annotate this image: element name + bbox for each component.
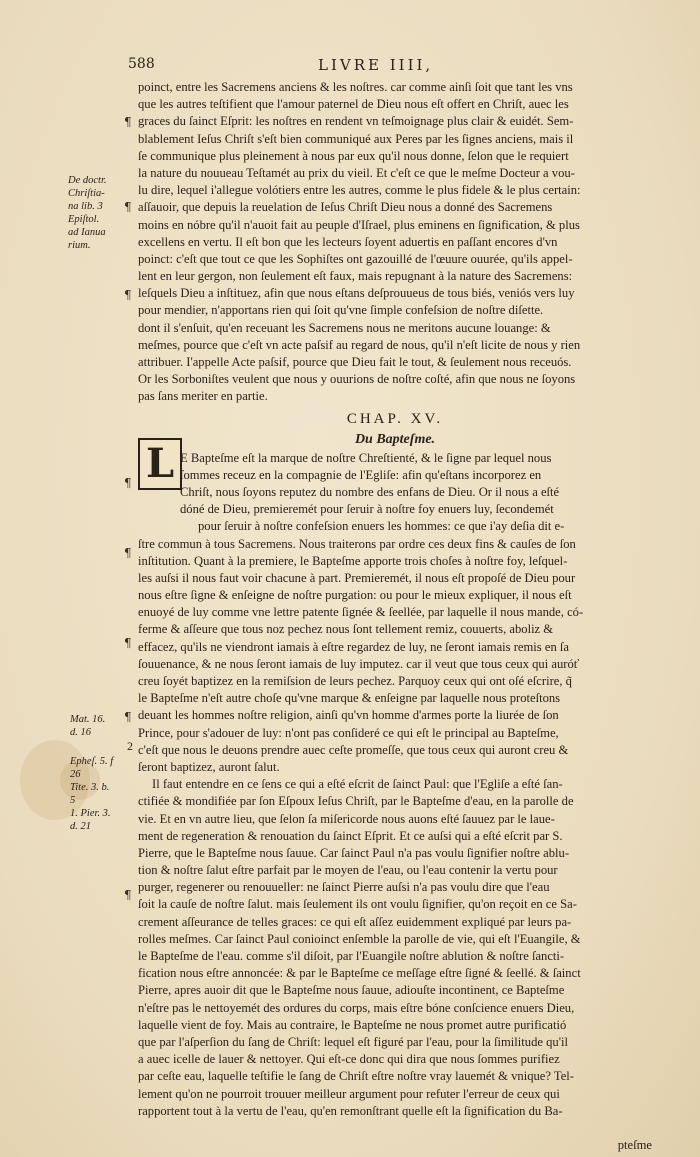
chapter-title: CHAP. XV. (346, 410, 444, 427)
text-line: effacez, qu'ils ne viendront iamais à eſtre regardez de luy, ne ſeront iamais remis en ſa (138, 639, 569, 654)
text-line: graces du ſainct Eſprit: les noſtres en rendent vn teſmoignage plus clair & euidét. Sem- (138, 114, 574, 129)
paragraph-mark-icon: ¶ (124, 200, 132, 214)
text-line: n'eſtre pas le nettoyemét des ordures du corps, mais eſtre bóne conſcience enuers Dieu, (138, 1000, 575, 1015)
text-line: poinct: c'eſt que tout ce que les Sophiſtes ont gazouillé de l'œuure ouurée, qu'ils appel- (138, 251, 573, 266)
text-line: aſſauoir, que depuis la reuelation de Ieſus Chriſt Dieu nous a donné des Sacremens (138, 200, 553, 215)
text-line: la nature du nouueau Teſtamét au prix du vieil. Et c'eſt ce que le meſme Docteur a vou- (138, 165, 575, 180)
running-title: LIVRE IIII, (318, 56, 434, 74)
page-header (128, 56, 628, 78)
text-line: ſommes receuz en la compagnie de l'Egliſe: afin qu'eſtans incorporez en (180, 467, 542, 482)
text-line: le Bapteſme de l'eau. comme s'il diſoit, par l'Euangile noſtre ablution & noſtre ſancti- (138, 949, 565, 963)
text-line: rolles meſmes. Car ſainct Paul conioinct enſemble la parolle de vie, qui eſt l'Euangile, & (138, 931, 581, 946)
main-text (138, 79, 652, 1154)
text-line: crement aſſeurance de telles graces: ce qui eſt aſſez euidemment expliqué par leurs pa- (138, 914, 572, 929)
text-line: ment de regeneration & renouation du ſainct Eſprit. Et ce auſsi qui a eſté eſcrit par S. (138, 828, 563, 843)
text-line: vie. Et en vn autre lieu, que ſelon ſa miſericorde nous auons eſté ſauuez par le laue- (138, 811, 555, 826)
text-line: ſtre commun à tous Sacremens. Nous traiterons par ordre ces deux fins & cauſes de ſon (138, 536, 576, 551)
text-line: deuant les hommes noſtre religion, ainſi qu'vn homme d'armes porte la liurée de ſon (138, 708, 559, 723)
text-line: dóné de Dieu, premieremét pour ſeruir à noſtre foy enuers luy, ſecondemét (180, 502, 554, 517)
paragraph-mark-icon: ¶ (124, 115, 132, 129)
margin-note-ephesians: Epheſ. 5. f 26 Tite. 3. b. 5 1. Pier. 3. d. 21 (70, 756, 114, 832)
drop-cap-letter: L (145, 440, 175, 487)
text-line: dont il s'enſuit, qu'en receuant les Sacremens nous ne meritons aucune louange: & (138, 320, 551, 335)
text-line: nous eſtre ſigne & enſeigne de noſtre purgation: ou pour le mieux expliquer, il nous eſt (138, 588, 572, 603)
text-line: ſoit la cauſe de noſtre ſalut. mais ſeulement ils ont voulu ſignifier, qu'on reçoit en ce Sa- (138, 897, 577, 912)
text-line: lent en leur gergon, non ſeulement eſt faux, mais repugnant à la nature des Sacremens: (138, 269, 573, 284)
text-line: lu dire, lequel i'allegue volótiers entre les autres, comme le plus fidele & le plus certain: (138, 183, 581, 198)
paragraph-mark-icon: ¶ (124, 888, 132, 902)
text-line: que par l'aſperſion du ſang de Chriſt: lequel eſt figuré par l'eau, pour la ſimilitude qu'il (138, 1034, 568, 1049)
text-before-chapter (138, 79, 652, 406)
text-line: c'eſt que nous le deuons prendre auec ceſte promeſſe, que tous ceux qui auront creu & (138, 742, 569, 757)
margin-note-de-doctrina: De doctr. Chriſtia- na lib. 3 Epiſtol. ad Ianua rium. (68, 175, 107, 251)
text-line: rapportent tout à la vertu de l'eau, qu'en remonſtrant quelle eſt la ſignification du Ba- (138, 1103, 563, 1118)
text-line: pour mendier, n'apportans rien qui ſoit qu'vne ſimple confeſsion de noſtre diſette. (138, 303, 544, 318)
chapter-subtitle: Du Bapteſme. (354, 431, 436, 447)
text-line: Pierre, apres auoir dit que le Bapteſme nous ſauue, adiouſte incontinent, ce Bapteſme (138, 983, 565, 998)
paragraph-mark-icon: ¶ (124, 476, 132, 490)
text-line: fication nous eſtre annoncée: & par le Bapteſme ce meſſage eſtre ſigné & ſeellé. & ſainct (138, 966, 581, 981)
text-line: que les autres teſtifient que l'amour paternel de Dieu nous eſt offert en Chriſt, auec les (138, 97, 569, 112)
text-line: meſmes, pource que c'eſt vn acte paſsif au regard de nous, qu'il n'eſt licite de nous y rien (138, 337, 581, 352)
text-line: les auſsi il nous faut voir chacune à part. Premieremét, il nous eſt propoſé de Dieu pour (138, 570, 576, 585)
paragraph-mark-icon: ¶ (124, 636, 132, 650)
text-line: ſe communique plus pleinement à nous par eux qu'il nous donne, ſelon que le requiert (138, 148, 569, 163)
page-number: 588 (128, 56, 155, 72)
text-line: laquelle vient de foy. Mais au contraire, le Bapteſme ne nous promet autre purificatió (138, 1017, 567, 1032)
text-line: pour ſeruir à noſtre confeſsion enuers les hommes: ce que i'ay deſia dit e- (198, 519, 565, 534)
text-line: inſtitution. Quant à la premiere, le Bapteſme apporte trois choſes à noſtre foy, leſquel- (138, 553, 568, 568)
margin-note-matthew: Mat. 16. d. 16 (70, 714, 106, 738)
text-line: le Bapteſme n'eſt autre choſe qu'vne marque & enſeigne par laquelle nous proteſtons (138, 691, 561, 706)
text-line: a auec icelle de lauer & nettoyer. Qui eſt-ce donc qui dira que nous ſommes purifiez (138, 1052, 560, 1067)
text-line: E Bapteſme eſt la marque de noſtre Chreſtienté, & le ſigne par lequel nous (180, 450, 552, 465)
text-line: leſquels Dieu a inſtituez, afin que nous eſtans deſprouueus de tous biés, veniós vers luy (138, 286, 575, 301)
text-line (138, 1120, 652, 1137)
text-line: Pierre, que le Bapteſme nous ſauue. Car ſainct Paul n'a pas voulu ſignifier noſtre ablu- (138, 845, 570, 860)
text-line: blablement Ieſus Chriſt s'eſt bien communiqué aux Peres par les ſignes anciens, mais il (138, 131, 574, 146)
text-after-chapter (138, 450, 652, 1138)
section-number: 2 (127, 739, 133, 753)
paragraph-mark-icon: ¶ (124, 710, 132, 724)
text-line: par ceſte eau, laquelle teſtifie le ſang de Chriſt eſtre noſtre vray lauemét & vnique? Tel- (138, 1069, 574, 1084)
text-line: moins en nóbre qu'il n'auoit fait au peuple d'Iſrael, plus eminens en ſignification, & plus (138, 217, 580, 232)
text-line: pas ſans meriter en partie. (138, 389, 268, 404)
text-line: attribuer. I'appelle Acte paſsif, pource que Dieu fait le tout, & ſeulement nous receuós. (138, 355, 572, 369)
text-line: Chriſt, nous ſoyons reputez du nombre des enfans de Dieu. Or il nous a eſté (180, 484, 560, 499)
text-line: lement qu'on ne pourroit trouuer meilleur argument pour refuter l'erreur de ceux qui (138, 1086, 560, 1101)
text-line: tion & noſtre ſalut eſtre parfait par le moyen de l'eau, ou l'eau contenir la vertu pour (138, 863, 558, 878)
paragraph-mark-icon: ¶ (124, 288, 132, 302)
text-line: ſeront baptizez, auront ſalut. (138, 759, 280, 774)
text-line: purger, regenerer ou renouueller: ne ſainct Pierre auſsi n'a pas voulu dire que l'eau (138, 880, 550, 895)
text-line: ferme & aſſeure que tous noz pechez nous ſont tellement remiz, couuerts, aboliz & (138, 622, 554, 637)
text-line: Il faut entendre en ce ſens ce qui a eſté eſcrit de ſainct Paul: que l'Egliſe a eſté ſan- (152, 777, 563, 792)
text-line: poinct, entre les Sacremens anciens & les noſtres. car comme ainſi ſoit que tant les vns (138, 80, 573, 94)
text-line: ctifiée & mondifiée par ſon Eſpoux Ieſus Chriſt, par le Bapteſme d'eau, en la parolle de (138, 794, 574, 809)
text-line: ſouuenance, & ne nous ſeront iamais de luy imputez. car il veut que tous ceux qui auróť (138, 656, 580, 671)
text-line: Prince, pour s'adouer de luy: n'ont pas conſideré ce qui eſt le principal au Bapteſme, (138, 725, 559, 740)
text-line: enuoyé de luy comme vne lettre patente ſignée & ſeellée, par laquelle il nous mande, có- (138, 605, 584, 620)
catchword: pteſme (617, 1138, 652, 1153)
text-line: Or les Sorboniſtes veulent que nous y ouurions de noſtre coſté, afin que nous ne ſoyons (138, 372, 576, 387)
text-line: creu ſoyét baptizez en la remiſsion de leurs pechez. Parquoy ceux qui ont oſé eſcrire, q̃ (138, 674, 572, 688)
paragraph-mark-icon: ¶ (124, 546, 132, 560)
text-line: excellens en vertu. Il eſt bon que les lecteurs ſoyent aduertis en paſſant encores d'vn (138, 234, 558, 249)
